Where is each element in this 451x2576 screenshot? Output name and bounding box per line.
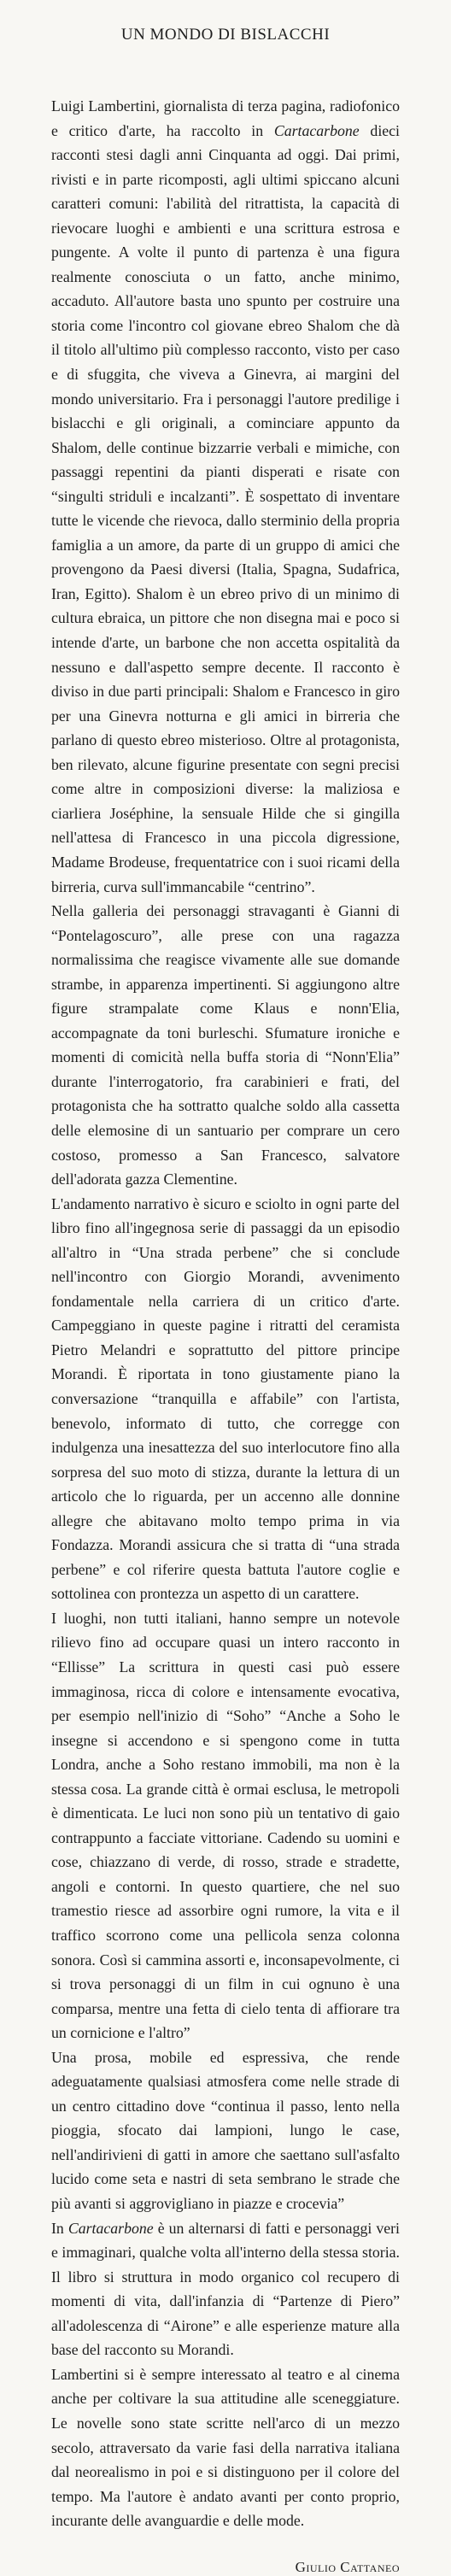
review-body (51, 94, 400, 2533)
paragraph-3: L'andamento narrativo è sicuro e sciolto in ogni parte del libro fino all'ingegnosa serie di passaggi da un episodio all'altro in “Una strada perbene” che si conclude nell'incontro con Giorgio Morandi, avvenimento fondamentale nella carriera di un critico d'arte. Campeggiano in queste pagine i ritratti del ceramista Pietro Melandri e soprattutto del pittore principe Morandi. È riportata in tono giustamente piano la conversazione “tranquilla e affabile” con l'artista, benevolo, informato di tutto, che corregge con indulgenza una inesattezza del suo interlocutore fino alla sorpresa del suo moto di stizza, durante la lettura di un articolo che lo riguarda, per un accenno alle donnine allegre che abitavano molto tempo prima in via Fondazza. Morandi assicura che si tratta di “una strada perbene” e col riferire questa battuta l'autore coglie e sottolinea con prontezza un aspetto di un carattere. (51, 1194, 400, 1603)
paragraph-6-text-a: In (51, 2219, 68, 2237)
paragraph-6-text-b: è un alternarsi di fatti e personaggi veri e immaginari, qualche volta all'interno della stessa storia. Il libro si struttura in modo organico col recupero di momenti di vita, dall'infanzia di “Partenze di Piero” all'adolescenza di “Airone” e alle esperienze mature alla base del racconto su Morandi. (51, 2219, 400, 2359)
paragraph-7: Lambertini si è sempre interessato al teatro e al cinema anche per coltivare la sua attitudine alle sceneggiature. Le novelle sono state scritte nell'arco di un mezzo secolo, attraversato da varie fasi della narrativa italiana dal neorealismo in poi e si distinguono per il colore del tempo. Ma l'autore è andato avanti per conto proprio, incurante delle avanguardie e delle mode. (51, 2365, 400, 2530)
paragraph-2: Nella galleria dei personaggi stravaganti è Gianni di “Pontelagoscuro”, alle prese con una ragazza normalissima che reagisce vivamente alle sue domande strambe, in apparenza impertinenti. Si aggiungono altre figure strampalate come Klaus e nonn'Elia, accompagnate da toni burleschi. Sfumature ironiche e momenti di comicità nella buffa storia di “Nonn'Elia” durante l'interrogatorio, fra carabinieri e frati, del protagonista che ha sottratto qualche soldo alla cassetta delle elemosine di un santuario per comprare un cero costoso, promesso a San Francesco, salvatore dell'adorata gazza Clementine. (51, 902, 400, 1188)
paragraph-1-text-b: dieci racconti stesi dagli anni Cinquanta ad oggi. Dai primi, rivisti e in parte ricomposti, agli ultimi spiccano alcuni caratteri comuni: l'abilità del ritrattista, la capacità di rievocare luoghi e ambienti e una scrittura estrosa e pungente. A volte il punto di partenza è una figura realmente conosciuta o un fatto, anche minimo, accaduto. All'autore basta uno spunto per costruire una storia come l'incontro col giovane ebreo Shalom che dà il titolo all'ultimo più complesso racconto, visto per caso e di sfuggita, che viveva a Ginevra, ai margini del mondo universitario. Fra i personaggi l'autore predilige i bislacchi e gli originali, a cominciare appunto da Shalom, delle continue bizzarrie verbali e mimiche, con passaggi repentini da pianti disperati e risate con “singulti striduli e incalzanti”. È sospettato di inventare tutte le vicende che rievoca, dallo sterminio della propria famiglia a un amore, da parte di un gruppo di amici che provengono da Paesi diversi (Italia, Spagna, Sudafrica, Iran, Egitto). Shalom è un ebreo privo di un minimo di cultura ebraica, un pittore che non disegna mai e poco si intende d'arte, un barbone che non accetta ospitalità da nessuno e dall'aspetto sempre decente. Il racconto è diviso in due parti principali: Shalom e Francesco in giro per una Ginevra notturna e gli amici in birreria che parlano di questo ebreo misterioso. Oltre al protagonista, ben rilevato, alcune figurine presentate con segni precisi come altre in composizioni diverse: la maliziosa e ciarliera Joséphine, la sensuale Hilde che si gingilla nell'attesa di Francesco in una piccola digressione, Madame Brodeuse, frequentatrice con i suoi ricami della birreria, curva sull'immancabile “centrino”. (51, 121, 400, 895)
paragraph-5: Una prosa, mobile ed espressiva, che rende adeguatamente qualsiasi atmosfera come nelle strade di un centro cittadino dove “continua il passo, lento nella pioggia, sfocato dai lampioni, lungo le case, nell'andirivieni di gatti in amore che saettano sull'asfalto lucido come seta e nastri di seta sembrano le strade che più avanti si aggrovigliano in piazze e crocevia” (51, 2048, 400, 2213)
paragraph-4: I luoghi, non tutti italiani, hanno sempre un notevole rilievo fino ad occupare quasi un intero racconto in “Ellisse” La scrittura in questi casi può essere immaginosa, ricca di colore e intensamente evocativa, per esempio nell'inizio di “Soho” “Anche a Soho le insegne si accendono e si spengono come in tutta Londra, anche a Soho restano immobili, ma non è la stessa cosa. La grande città è ormai esclusa, le metropoli è dimenticata. Le luci non sono più un tentativo di gaio contrappunto a facciate vittoriane. Cadendo su uomini e cose, chiazzano di verde, di rosso, strade e stradette, angoli e contorni. In questo quartiere, che nel suo tramestio riesce ad assorbire ogni rumore, la vita e il traffico scorrono come una pellicola senza colonna sonora. Così si cammina assorti e, inconsapevolmente, ci si trova personaggi di un film in cui ognuno è una comparsa, mentre una fetta di cielo tenta di affiorare tra un cornicione e l'altro” (51, 1609, 400, 2042)
book-title-cartacarbone-2: Cartacarbone (67, 2219, 154, 2237)
paragraph-6 (51, 2216, 400, 2362)
book-title-cartacarbone: Cartacarbone (273, 121, 360, 139)
review-title: UN MONDO DI BISLACCHI (120, 26, 331, 44)
author-signature: Giulio Cattaneo (295, 2558, 400, 2575)
paragraph-1-text-a: Luigi Lambertini, giornalista di terza pagina, radiofonico e critico d'arte, ha raccolto in (51, 97, 400, 139)
paragraph-1 (51, 94, 400, 899)
